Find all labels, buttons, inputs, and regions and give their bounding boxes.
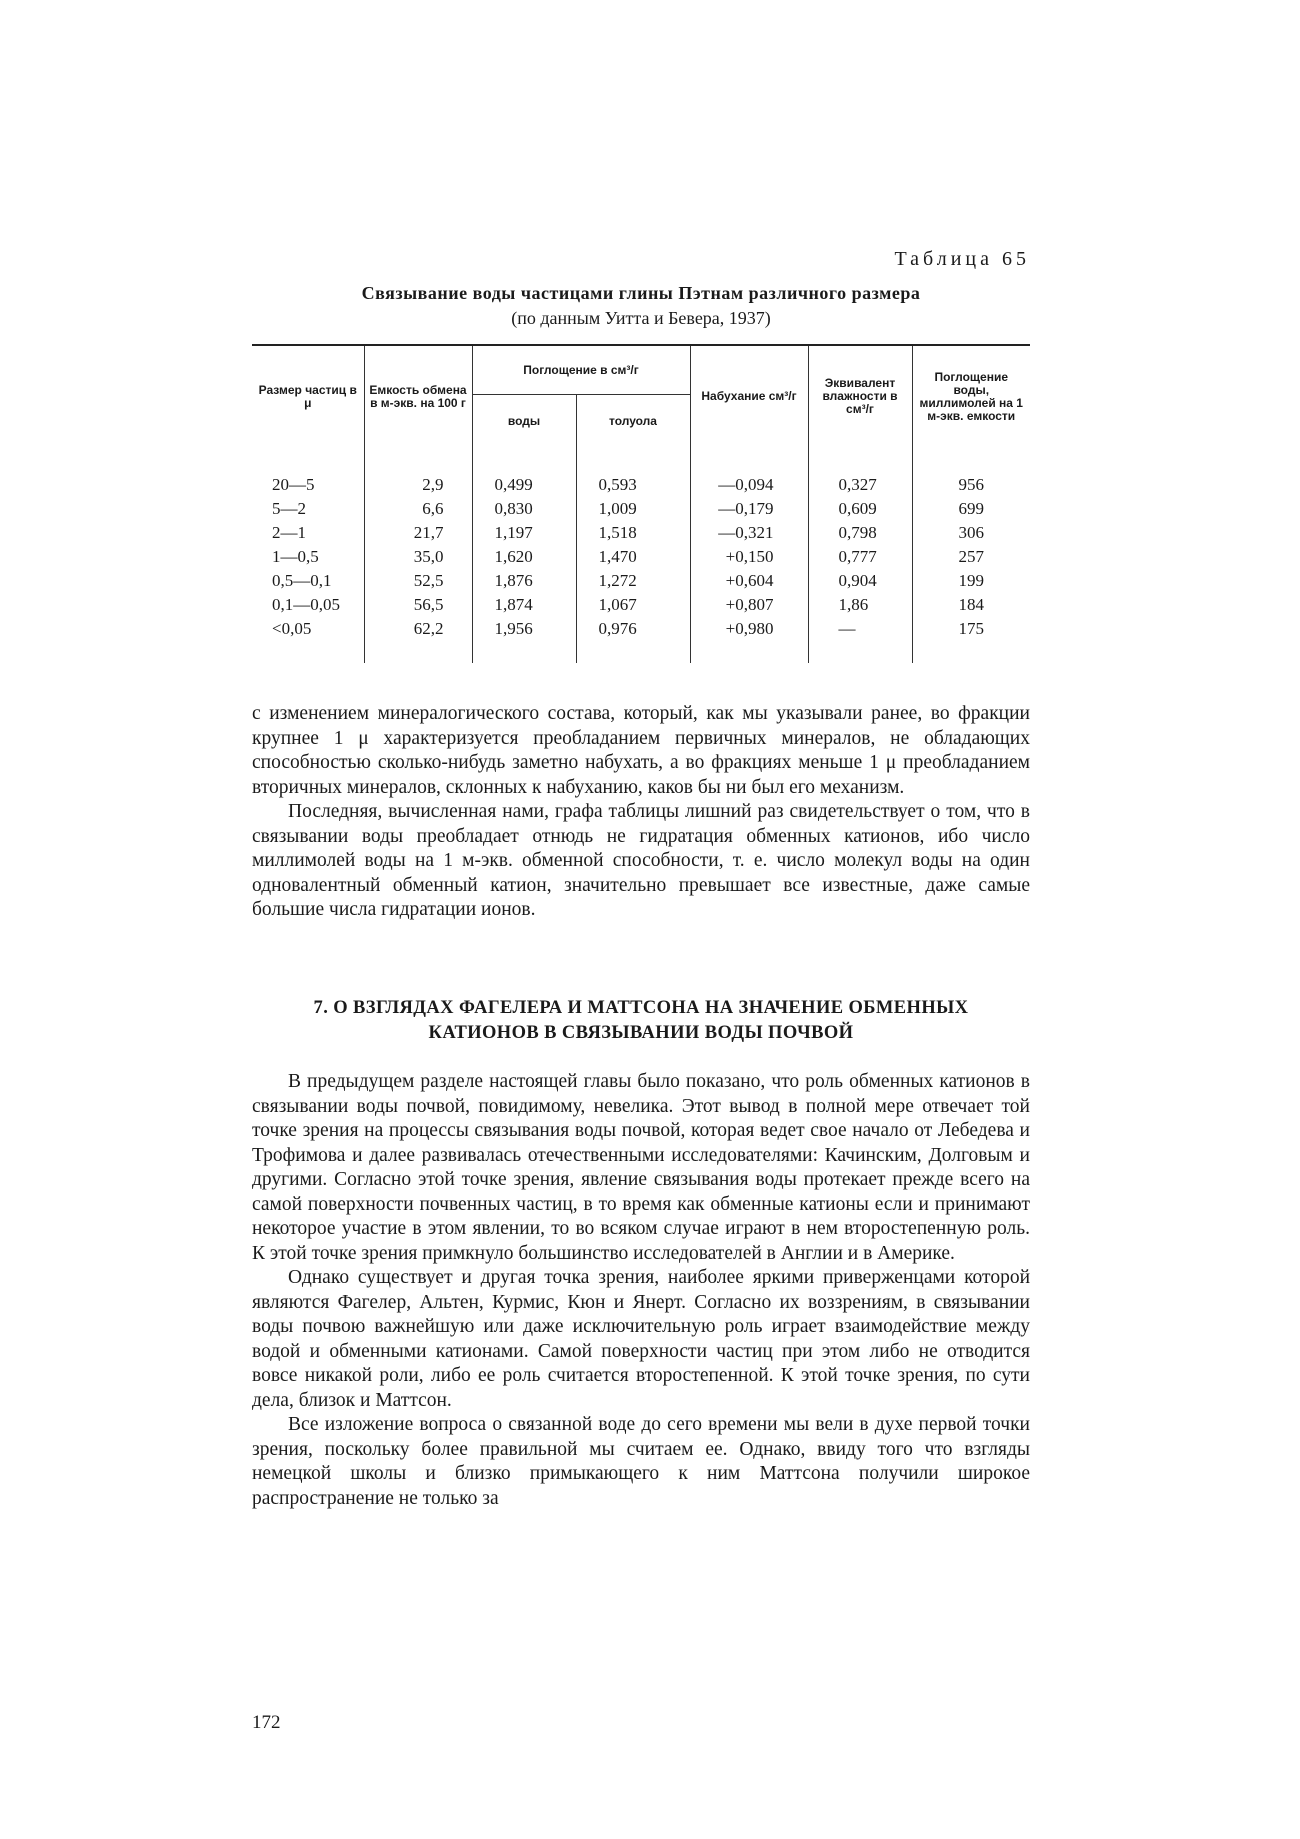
- body-text-top: [252, 702, 1030, 923]
- section-heading: [252, 996, 1030, 1046]
- header-moisture-equiv: Эквивалент влажности в см³/г: [808, 345, 912, 447]
- cell-toluene: 0,976: [576, 617, 690, 663]
- cell-moisture: 1,86: [808, 593, 912, 617]
- cell-mmol: 699: [912, 497, 1030, 521]
- cell-capacity: 56,5: [364, 593, 472, 617]
- cell-toluene: 1,067: [576, 593, 690, 617]
- cell-capacity: 52,5: [364, 569, 472, 593]
- cell-water: 0,499: [472, 447, 576, 497]
- cell-swelling: —0,321: [690, 521, 808, 545]
- page-number: 172: [252, 1712, 281, 1733]
- section-heading-line: КАТИОНОВ В СВЯЗЫВАНИИ ВОДЫ ПОЧВОЙ: [428, 1023, 854, 1043]
- cell-moisture: 0,327: [808, 447, 912, 497]
- cell-water: 1,876: [472, 569, 576, 593]
- cell-toluene: 1,470: [576, 545, 690, 569]
- cell-mmol: 956: [912, 447, 1030, 497]
- cell-toluene: 1,009: [576, 497, 690, 521]
- cell-moisture: 0,777: [808, 545, 912, 569]
- header-capacity: Емкость обмена в м-экв. на 100 г: [364, 345, 472, 447]
- cell-swelling: +0,980: [690, 617, 808, 663]
- cell-capacity: 6,6: [364, 497, 472, 521]
- body-text-section: [252, 1070, 1030, 1511]
- paragraph: с изменением минералогического состава, который, как мы указывали ранее, во фракции крупнее 1 μ характеризуется преобладанием первичных минералов, не обладающих способностью сколько-нибудь заметно набухать, а во фракциях меньше 1 μ преобладанием вторичных минералов, склонных к набуханию, каков бы ни был его механизм.: [252, 703, 1030, 798]
- table-number: Таблица 65: [894, 248, 1030, 270]
- section-heading-line: 7. О ВЗГЛЯДАХ ФАГЕЛЕРА И МАТТСОНА НА ЗНАЧЕНИЕ ОБМЕННЫХ: [313, 998, 969, 1018]
- cell-swelling: +0,604: [690, 569, 808, 593]
- table-row: [252, 569, 1030, 593]
- cell-capacity: 35,0: [364, 545, 472, 569]
- data-table: [252, 344, 1030, 663]
- cell-moisture: —: [808, 617, 912, 663]
- cell-water: 1,874: [472, 593, 576, 617]
- paragraph: В предыдущем разделе настоящей главы было показано, что роль обменных катионов в связывании воды почвой, повидимому, невелика. Этот вывод в полной мере отвечает той точке зрения на процессы связывания воды почвой, которая ведет свое начало от Лебедева и Трофимова и далее развивалась отечественными исследователями: Качинским, Долговым и другими. Согласно этой точке зрения, явление связывания воды протекает прежде всего на самой поверхности почвенных частиц, в то время как обменные катионы если и принимают некоторое участие в этом явлении, то во всяком случае играют в нем второстепенную роль. К этой точке зрения примкнуло большинство исследователей в Англии и в Америке.: [252, 1071, 1030, 1264]
- cell-moisture: 0,609: [808, 497, 912, 521]
- header-swelling: Набухание см³/г: [690, 345, 808, 447]
- cell-mmol: 184: [912, 593, 1030, 617]
- cell-moisture: 0,798: [808, 521, 912, 545]
- table-row: [252, 593, 1030, 617]
- table-row: [252, 521, 1030, 545]
- cell-mmol: 199: [912, 569, 1030, 593]
- cell-capacity: 21,7: [364, 521, 472, 545]
- header-absorption-mmol: Поглощение воды, миллимолей на 1 м-экв. емкости: [912, 345, 1030, 447]
- cell-moisture: 0,904: [808, 569, 912, 593]
- paragraph: Последняя, вычисленная нами, графа таблицы лишний раз свидетельствует о том, что в связывании воды преобладает отнюдь не гидратация обменных катионов, ибо число миллимолей воды на 1 м-экв. обменной способности, т. е. число молекул воды на один одновалентный обменный катион, значительно превышает все известные, даже самые большие числа гидратации ионов.: [252, 801, 1030, 920]
- cell-toluene: 1,518: [576, 521, 690, 545]
- cell-swelling: —0,179: [690, 497, 808, 521]
- cell-water: 0,830: [472, 497, 576, 521]
- cell-toluene: 1,272: [576, 569, 690, 593]
- cell-capacity: 62,2: [364, 617, 472, 663]
- table-row: [252, 447, 1030, 497]
- table-title: Связывание воды частицами глины Пэтнам различного размера: [361, 283, 921, 303]
- cell-swelling: +0,150: [690, 545, 808, 569]
- cell-swelling: —0,094: [690, 447, 808, 497]
- cell-mmol: 306: [912, 521, 1030, 545]
- cell-mmol: 175: [912, 617, 1030, 663]
- cell-water: 1,956: [472, 617, 576, 663]
- cell-size: <0,05: [272, 619, 312, 638]
- paragraph: Все изложение вопроса о связанной воде до сего времени мы вели в духе первой точки зрения, поскольку более правильной мы считаем ее. Однако, ввиду того что взгляды немецкой школы и близко примыкающего к ним Маттсона получили широкое распространение не только за: [252, 1414, 1030, 1509]
- table-row: [252, 545, 1030, 569]
- cell-size: 2—1: [272, 523, 306, 542]
- header-toluene: толуола: [576, 395, 690, 448]
- header-absorption: Поглощение в см³/г: [472, 345, 690, 395]
- cell-water: 1,197: [472, 521, 576, 545]
- cell-mmol: 257: [912, 545, 1030, 569]
- paragraph: Однако существует и другая точка зрения, наиболее яркими приверженцами которой являются Фагелер, Альтен, Курмис, Кюн и Янерт. Согласно их воззрениям, в связывании воды почвою важнейшую или даже исключительную роль играет взаимодействие между водой и обменными катионами. Самой поверхности частиц при этом либо не отводится вовсе никакой роли, либо ее роль считается второстепенной. К этой точке зрения, по сути дела, близок и Маттсон.: [252, 1267, 1030, 1411]
- cell-capacity: 2,9: [364, 447, 472, 497]
- table-row: [252, 497, 1030, 521]
- header-size: Размер частиц в μ: [252, 345, 364, 447]
- cell-water: 1,620: [472, 545, 576, 569]
- cell-swelling: +0,807: [690, 593, 808, 617]
- cell-size: 0,1—0,05: [272, 595, 340, 614]
- cell-size: 5—2: [272, 499, 306, 518]
- cell-size: 1—0,5: [272, 547, 319, 566]
- cell-toluene: 0,593: [576, 447, 690, 497]
- table-source: (по данным Уитта и Бевера, 1937): [511, 308, 771, 328]
- header-water: воды: [472, 395, 576, 448]
- cell-size: 20—5: [272, 475, 315, 494]
- table-row: [252, 617, 1030, 663]
- cell-size: 0,5—0,1: [272, 571, 332, 590]
